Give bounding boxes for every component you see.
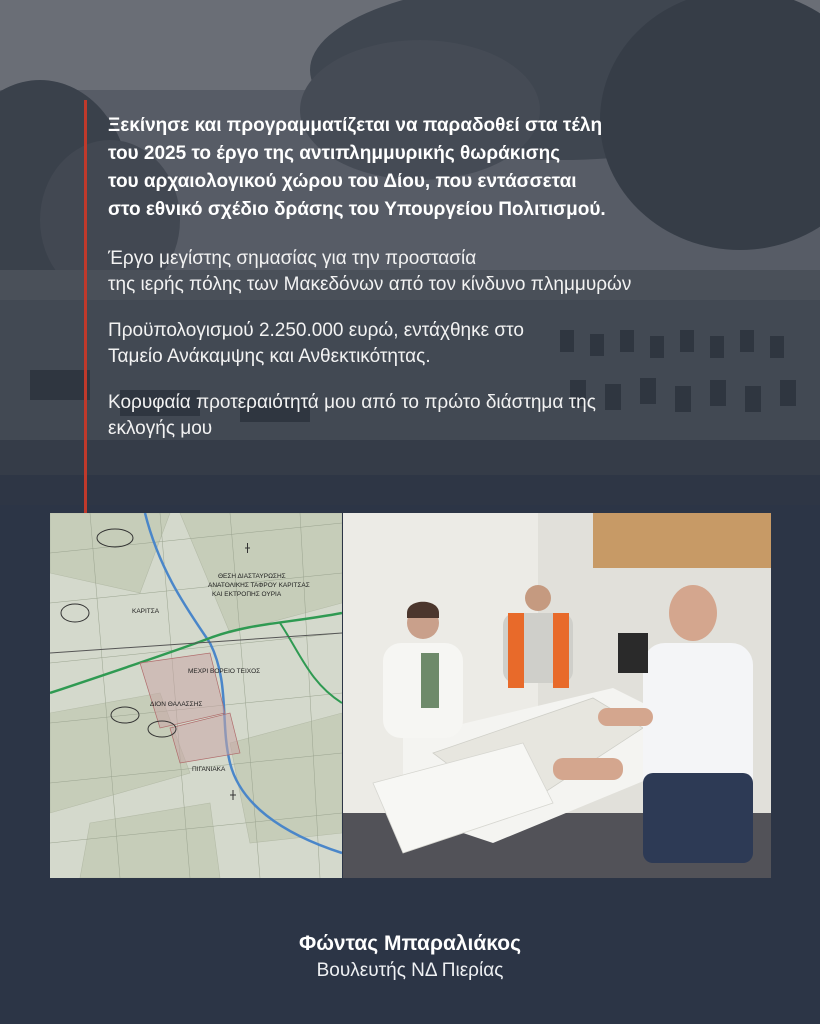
importance-paragraph [108,246,798,298]
post-text [108,112,798,462]
map-label-karitsa: ΚΑΡΙΤΣΑ [132,608,160,615]
map-label-dion: ΔΙΟΝ ΘΑΛΑΣΣΗΣ [150,701,203,708]
paragraph-line: Προϋπολογισμού 2.250.000 ευρώ, εντάχθηκε στο [108,320,524,341]
paragraph-line: Έργο μεγίστης σημασίας για την προστασία [108,248,477,269]
budget-paragraph [108,318,798,370]
lead-paragraph [108,112,798,224]
meeting-photo [343,513,771,878]
map-label-site2: ΑΝΑΤΟΛΙΚΗΣ ΤΑΦΡΟΥ ΚΑΡΙΤΣΑΣ [208,582,310,589]
map-label-wall: ΜΕΧΡΙ ΒΟΡΕΙΟ ΤΕΙΧΟΣ [188,668,261,675]
photo-collage [50,513,771,878]
priority-paragraph [108,390,798,442]
author-name: Φώντας Μπαραλιάκος [298,932,522,955]
paragraph-line: της ιερής πόλης των Μακεδόνων από τον κίνδυνο πλημμυρών [108,274,632,295]
map-label-site3: ΚΑΙ ΕΚΤΡΟΠΗΣ ΟΥΡΙΑ [212,591,282,598]
map-label-pigania: ΠΙΓΑΝΙΑΚΑ [192,766,226,773]
lead-line: του 2025 το έργο της αντιπλημμυρικής θωράκισης [108,143,561,164]
lead-line: Ξεκίνησε και προγραμματίζεται να παραδοθεί στα τέλη [108,115,603,136]
signature-block [0,930,820,984]
map-label-site: ΘΕΣΗ ΔΙΑΣΤΑΥΡΩΣΗΣ [218,573,286,580]
paragraph-line: Ταμείο Ανάκαμψης και Ανθεκτικότητας. [108,346,431,367]
meeting-photo-drawing [343,513,771,878]
paragraph-line: Κορυφαία προτεραιότητά μου από το πρώτο διάστημα της [108,392,596,413]
lead-line: στο εθνικό σχέδιο δράσης του Υπουργείου Πολιτισμού. [108,199,606,220]
lead-line: του αρχαιολογικού χώρου του Δίου, που εντάσσεται [108,171,577,192]
author-title: Βουλευτής ΝΔ Πιερίας [316,960,504,981]
paragraph-line: εκλογής μου [108,418,213,439]
project-map-image [50,513,342,878]
map-drawing [50,513,342,878]
